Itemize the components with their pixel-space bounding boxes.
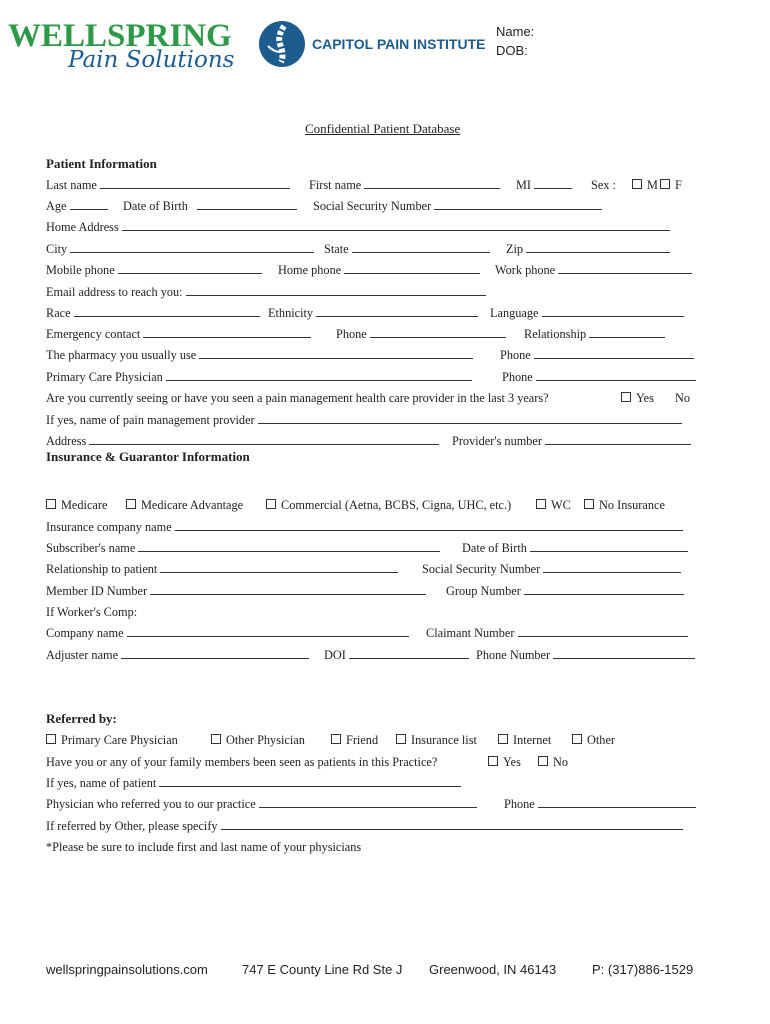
medicare-advantage-label: Medicare Advantage [141, 498, 244, 512]
home-phone-field[interactable] [344, 263, 480, 274]
group-number-label: Group Number [446, 584, 521, 598]
ethnicity-label: Ethnicity [268, 306, 314, 320]
ethnicity-field[interactable] [316, 306, 478, 317]
pain-yes-checkbox[interactable] [621, 392, 631, 402]
patient-info-heading: Patient Information [46, 156, 157, 171]
other-specify-field[interactable] [221, 819, 683, 830]
email-label: Email address to reach you: [46, 285, 183, 299]
referral-internet-label: Internet [513, 733, 552, 747]
pcp-field[interactable] [166, 370, 472, 381]
other-specify-label: If referred by Other, please specify [46, 819, 218, 833]
patient-name-label: If yes, name of patient [46, 776, 157, 790]
pain-solutions-wordmark: Pain Solutions [68, 47, 235, 73]
referral-friend-label: Friend [346, 733, 379, 747]
referral-pcp-checkbox[interactable] [46, 734, 56, 744]
referred-heading: Referred by: [46, 711, 117, 726]
work-phone-field[interactable] [558, 263, 692, 274]
wellspring-wordmark: WELLSPRING [8, 18, 232, 54]
provider-number-field[interactable] [545, 434, 691, 445]
commercial-checkbox[interactable] [266, 499, 276, 509]
race-field[interactable] [74, 306, 260, 317]
family-yes-checkbox[interactable] [488, 756, 498, 766]
no-insurance-label: No Insurance [599, 498, 665, 512]
zip-label: Zip [506, 242, 524, 256]
pcp-phone-label: Phone [502, 370, 533, 384]
claimant-number-field[interactable] [518, 626, 688, 637]
insurance-company-label: Insurance company name [46, 520, 172, 534]
language-field[interactable] [542, 306, 684, 317]
pcp-label: Primary Care Physician [46, 370, 163, 384]
home-address-label: Home Address [46, 220, 119, 234]
pain-no-checkbox[interactable] [660, 392, 670, 402]
mobile-phone-label: Mobile phone [46, 263, 115, 277]
referral-insurance-list-checkbox[interactable] [396, 734, 406, 744]
medicare-advantage-checkbox[interactable] [126, 499, 136, 509]
race-label: Race [46, 306, 71, 320]
subscriber-dob-field[interactable] [530, 541, 688, 552]
member-id-label: Member ID Number [46, 584, 148, 598]
pharmacy-phone-field[interactable] [534, 348, 694, 359]
age-field[interactable] [70, 199, 108, 210]
no-insurance-checkbox[interactable] [584, 499, 594, 509]
capitol-spine-logo-icon [258, 20, 306, 68]
relationship-label: Relationship [524, 327, 587, 341]
mi-field[interactable] [534, 178, 572, 189]
pharmacy-label: The pharmacy you usually use [46, 348, 197, 362]
provider-number-label: Provider's number [452, 434, 542, 448]
referral-other-physician-label: Other Physician [226, 733, 305, 747]
age-label: Age [46, 199, 67, 213]
emergency-phone-field[interactable] [370, 327, 506, 338]
first-name-label: First name [309, 178, 362, 192]
footer-city: Greenwood, IN 46143 [429, 962, 557, 977]
dob-label: DOB: [496, 43, 528, 58]
pain-provider-label: If yes, name of pain management provider [46, 413, 255, 427]
sex-female-label: F [674, 178, 682, 192]
pain-yes-label: Yes [636, 391, 654, 405]
home-phone-label: Home phone [278, 263, 342, 277]
doi-label: DOI [324, 648, 346, 662]
pain-question-label: Are you currently seeing or have you seen a pain management health care provider in the last 3 years? [46, 391, 549, 405]
referring-phone-field[interactable] [538, 797, 696, 808]
name-label: Name: [496, 24, 535, 39]
emergency-phone-label: Phone [336, 327, 367, 341]
pcp-phone-field[interactable] [536, 370, 696, 381]
footer-address: 747 E County Line Rd Ste J [242, 962, 403, 977]
first-name-field[interactable] [364, 178, 500, 189]
mobile-phone-field[interactable] [118, 263, 262, 274]
zip-field[interactable] [526, 242, 670, 253]
sex-male-checkbox[interactable] [632, 179, 642, 189]
claimant-number-label: Claimant Number [426, 626, 515, 640]
sex-label: Sex : [591, 178, 616, 192]
ins-ssn-field[interactable] [543, 562, 681, 573]
insurance-heading: Insurance & Guarantor Information [46, 449, 250, 464]
doi-field[interactable] [349, 648, 469, 659]
referral-other-checkbox[interactable] [572, 734, 582, 744]
ins-relationship-field[interactable] [160, 562, 398, 573]
state-field[interactable] [352, 242, 490, 253]
commercial-label: Commercial (Aetna, BCBS, Cigna, UHC, etc.) [281, 498, 512, 512]
subscriber-label: Subscriber's name [46, 541, 136, 555]
adjuster-phone-field[interactable] [553, 648, 695, 659]
adjuster-label: Adjuster name [46, 648, 119, 662]
wellspring-logo [8, 18, 248, 74]
pain-no-label: No [675, 391, 691, 405]
insurance-company-field[interactable] [175, 520, 683, 531]
sex-female-checkbox[interactable] [660, 179, 670, 189]
referral-pcp-label: Primary Care Physician [61, 733, 178, 747]
referral-friend-checkbox[interactable] [331, 734, 341, 744]
pain-provider-field[interactable] [258, 413, 682, 424]
dob-field[interactable] [197, 199, 297, 210]
emergency-contact-label: Emergency contact [46, 327, 141, 341]
subscriber-dob-label: Date of Birth [462, 541, 527, 555]
address-field[interactable] [89, 434, 439, 445]
wc-checkbox[interactable] [536, 499, 546, 509]
phone-number-label: Phone Number [476, 648, 551, 662]
pharmacy-phone-label: Phone [500, 348, 531, 362]
member-id-field[interactable] [150, 584, 426, 595]
physician-name-note: *Please be sure to include first and last name of your physicians [46, 840, 362, 854]
sex-male-label: M [647, 178, 658, 192]
family-no-label: No [553, 755, 569, 769]
relationship-field[interactable] [589, 327, 665, 338]
patient-name-field[interactable] [159, 776, 461, 787]
last-name-label: Last name [46, 178, 97, 192]
emergency-contact-field[interactable] [143, 327, 311, 338]
city-label: City [46, 242, 68, 256]
referral-other-physician-checkbox[interactable] [211, 734, 221, 744]
language-label: Language [490, 306, 539, 320]
family-yes-label: Yes [503, 755, 521, 769]
pharmacy-field[interactable] [199, 348, 473, 359]
dob-field-label: Date of Birth [123, 199, 188, 213]
capitol-pain-institute-wordmark: CAPITOL PAIN INSTITUTE [312, 36, 486, 52]
home-address-field[interactable] [122, 220, 670, 231]
subscriber-field[interactable] [138, 541, 440, 552]
wc-label: WC [551, 498, 571, 512]
family-question-label: Have you or any of your family members been seen as patients in this Practice? [46, 755, 438, 769]
work-phone-label: Work phone [495, 263, 556, 277]
ins-ssn-label: Social Security Number [422, 562, 541, 576]
workers-comp-label: If Worker's Comp: [46, 605, 138, 619]
state-label: State [324, 242, 349, 256]
referral-insurance-list-label: Insurance list [411, 733, 477, 747]
wc-company-field[interactable] [127, 626, 409, 637]
address-label: Address [46, 434, 87, 448]
footer-phone: P: (317)886-1529 [592, 962, 694, 977]
referral-internet-checkbox[interactable] [498, 734, 508, 744]
mi-label: MI [516, 178, 532, 192]
group-number-field[interactable] [524, 584, 684, 595]
footer-website: wellspringpainsolutions.com [46, 962, 208, 977]
ssn-field[interactable] [434, 199, 602, 210]
referral-other-label: Other [587, 733, 615, 747]
city-field[interactable] [70, 242, 314, 253]
medicare-checkbox[interactable] [46, 499, 56, 509]
wc-company-label: Company name [46, 626, 124, 640]
last-name-field[interactable] [100, 178, 290, 189]
ssn-label: Social Security Number [313, 199, 432, 213]
ins-relationship-label: Relationship to patient [46, 562, 158, 576]
medicare-label: Medicare [61, 498, 108, 512]
referring-phone-label: Phone [504, 797, 535, 811]
email-field[interactable] [186, 285, 486, 296]
referring-physician-field[interactable] [259, 797, 477, 808]
referring-physician-label: Physician who referred you to our practice [46, 797, 256, 811]
family-no-checkbox[interactable] [538, 756, 548, 766]
adjuster-field[interactable] [121, 648, 309, 659]
form-title: Confidential Patient Database [305, 121, 461, 136]
